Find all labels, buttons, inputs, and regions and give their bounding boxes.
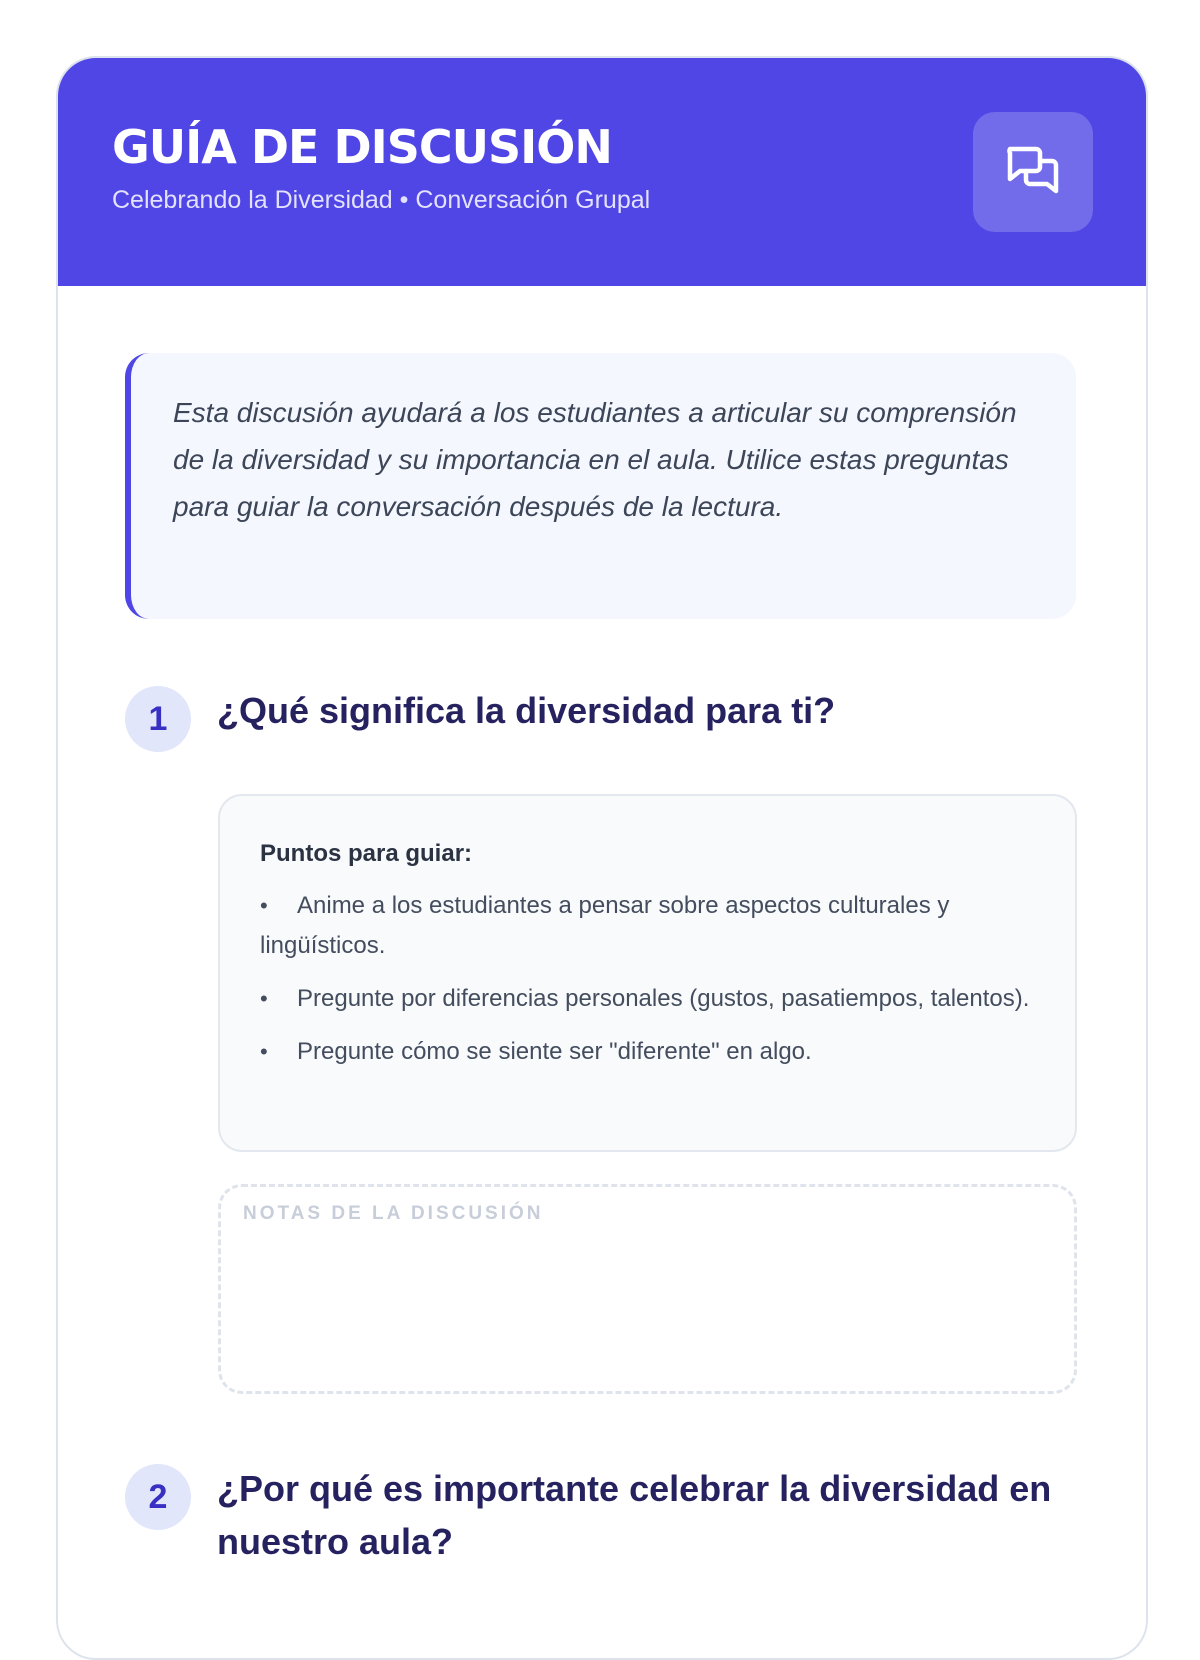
bullet-icon: • (260, 893, 268, 918)
guide-list (260, 886, 1035, 1072)
question-number-badge: 2 (125, 1464, 191, 1530)
guide-point-text: Anime a los estudiantes a pensar sobre aspectos culturales y lingüísticos. (260, 892, 950, 959)
guide-point-text: Pregunte cómo se siente ser "diferente" en algo. (297, 1038, 812, 1065)
guide-heading: Puntos para guiar: (260, 840, 473, 867)
guide-point-text: Pregunte por diferencias personales (gustos, pasatiempos, talentos). (297, 985, 1030, 1012)
header (58, 58, 1146, 286)
chat-bubbles-icon (1000, 139, 1066, 205)
chat-button[interactable] (973, 112, 1093, 232)
list-item (260, 886, 1035, 966)
list-item (260, 1032, 1035, 1072)
guide-points-box (218, 794, 1077, 1152)
discussion-notes-field[interactable] (218, 1184, 1077, 1394)
intro-text: Esta discusión ayudará a los estudiantes a articular su comprensión de la diversidad y su importancia en el aula. Utilice estas preguntas para guiar la conversación después de la lectura. (173, 397, 1017, 522)
discussion-guide-card (56, 56, 1148, 1660)
page-title: GUÍA DE DISCUSIÓN (112, 120, 612, 174)
bullet-icon: • (260, 1039, 268, 1064)
question-text: ¿Por qué es importante celebrar la diversidad en nuestro aula? (217, 1468, 1052, 1562)
bullet-icon: • (260, 986, 268, 1011)
question-number-badge: 1 (125, 686, 191, 752)
list-item (260, 979, 1035, 1019)
intro-callout (125, 353, 1076, 619)
page-subtitle: Celebrando la Diversidad • Conversación Grupal (112, 186, 651, 214)
notes-label: NOTAS DE LA DISCUSIÓN (243, 1203, 544, 1224)
question-text: ¿Qué significa la diversidad para ti? (217, 690, 836, 731)
